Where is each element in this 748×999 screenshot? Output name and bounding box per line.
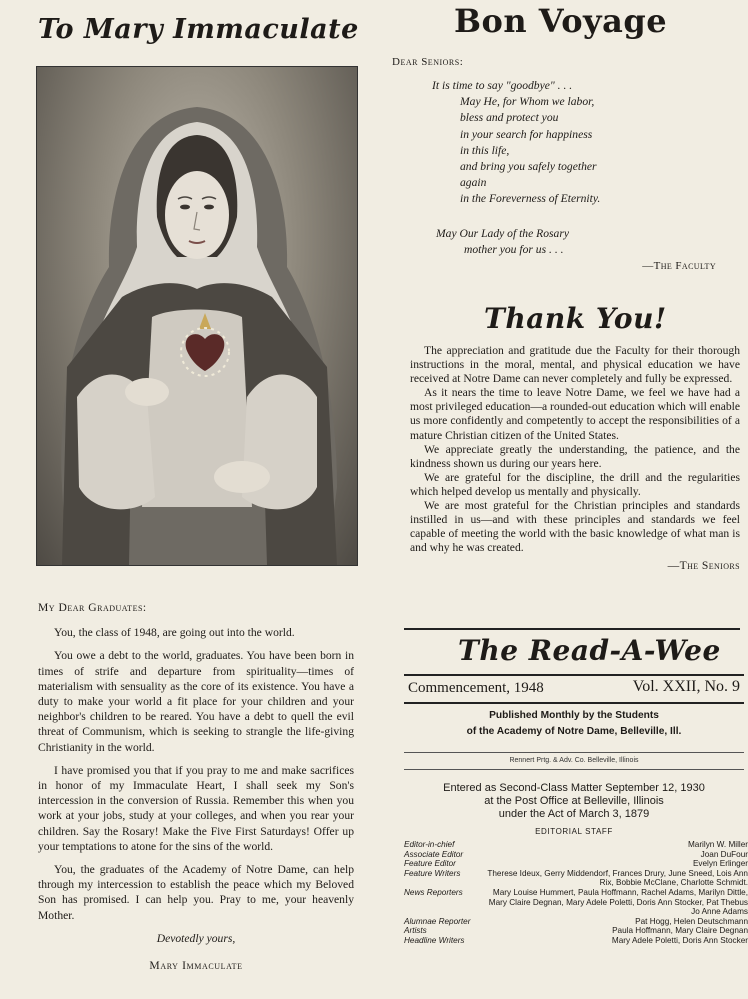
letter-salutation: My Dear Graduates: (38, 601, 147, 614)
volume-label: Vol. XXII, No. 9 (632, 678, 740, 695)
blessing-line: mother you for us . . . (464, 243, 564, 256)
thank-you-paragraph: The appreciation and gratitude due the Faculty for their thorough instructions in the moral, mental, and physical education we have received at Notre Dame can never completely and fully be expressed. (410, 344, 740, 386)
staff-names: Joan DuFour (700, 849, 748, 859)
staff-row (404, 850, 748, 860)
staff-role: Headline Writers (404, 935, 465, 945)
staff-row (404, 859, 748, 869)
portrait-illustration (37, 67, 357, 565)
staff-role: Associate Editor (404, 849, 464, 859)
staff-names: Evelyn Erlinger (692, 859, 748, 869)
thank-you-paragraph: We are most grateful for the Christian principles and standards instilled in us—and with these principles and standards we feel capable of meeting the world with the basic knowledge of what man is and why he was created. (410, 499, 740, 555)
bon-voyage-signature: —The Faculty (642, 260, 716, 272)
bon-voyage-blessing (436, 226, 569, 258)
postal-line: at the Post Office at Belleville, Illinois (484, 795, 664, 807)
printer-credit: Rennert Prtg. & Adv. Co. Belleville, Illinois (404, 752, 744, 770)
staff-role: Feature Writers (404, 868, 461, 878)
staff-row (404, 907, 748, 917)
publisher-statement (404, 708, 744, 740)
thank-you-paragraph: We appreciate greatly the understanding, the patience, and the kindness shown us during our years here. (410, 442, 740, 470)
postal-entry (404, 782, 744, 821)
staff-heading: EDITORIAL STAFF (535, 827, 613, 836)
staff-row (404, 917, 748, 927)
poem-line: in this life, (460, 143, 510, 157)
staff-names: Therese Ideux, Gerry Middendorf, Frances Drury, June Sneed, Lois Ann Rix, Bobbie McClane, Charlotte Schmidt. (487, 868, 748, 888)
mary-letter (38, 600, 354, 973)
postal-line: under the Act of March 3, 1879 (498, 808, 650, 820)
staff-role: News Reporters (404, 887, 463, 897)
postal-line: Entered as Second-Class Matter September 12, 1930 (443, 782, 705, 794)
staff-list (404, 840, 748, 946)
staff-role: Alumnae Reporter (404, 916, 471, 926)
thank-you-title: Thank You! (484, 302, 667, 335)
poem-line: and bring you safely together (460, 160, 597, 174)
staff-role: Artists (404, 926, 427, 936)
poem-line: It is time to say "goodbye" . . . (432, 79, 573, 92)
poem-line: in the Foreverness of Eternity. (460, 192, 601, 206)
staff-row (404, 888, 748, 907)
staff-names: Marilyn W. Miller (687, 840, 748, 849)
staff-role: Feature Editor (404, 859, 456, 869)
bon-voyage-salutation: Dear Seniors: (392, 56, 464, 68)
letter-paragraph: You owe a debt to the world, graduates. You have been born in times of strife and departure from spirituality—times of materialism with sensuality as the core of its existence. You have a duty to make your world a fit place for your children and your neighbor's children to be reared. You have a debt to quell the evil threat of Communism, which is seeking to strangle the life-giving Christianity in the world. (38, 649, 354, 754)
letter-paragraph: You, the class of 1948, are going out into the world. (54, 626, 295, 640)
thank-you-body (410, 344, 740, 574)
staff-row (404, 936, 748, 946)
staff-role: Editor-in-chief (404, 840, 455, 849)
edition-label: Commencement, 1948 (408, 680, 544, 696)
mary-portrait-image (36, 66, 358, 566)
right-column (392, 0, 748, 999)
masthead-title: The Read-A-Wee (458, 634, 721, 667)
blessing-line: May Our Lady of the Rosary (436, 227, 569, 240)
thank-you-paragraph: We are grateful for the discipline, the drill and the regularities which helped develop us mentally and physically. (410, 470, 740, 498)
letter-paragraph: I have promised you that if you pray to me and make sacrifices in honor of my Immaculate Heart, I shall seek my Son's intercession in the conversion of Russia. Remember this when you work at your jobs, study at your colleges, and when you rear your children. Say the Rosary! Make the Five First Saturdays! Offer up your temptations to atone for the sins of the world. (38, 763, 354, 853)
poem-line: May He, for Whom we labor, (460, 95, 595, 109)
masthead-edition-bar (404, 674, 744, 704)
staff-names: Paula Hoffmann, Mary Claire Degnan (612, 926, 748, 936)
thank-you-paragraph: As it nears the time to leave Notre Dame, we feel we have had a most privileged education—a rounded-out education which will enable us more confidently and competently to accept the responsibilities of a mature Christian citizen of the United States. (410, 386, 741, 442)
letter-signer: Mary Immaculate (149, 959, 243, 973)
poem-line: again (460, 176, 487, 190)
publisher-line: of the Academy of Notre Dame, Belleville, Ill. (466, 726, 682, 737)
staff-names: Pat Hogg, Helen Deutschmann (635, 916, 748, 926)
poem-line: in your search for happiness (460, 127, 593, 141)
staff-row (404, 840, 748, 850)
letter-closing: Devotedly yours, (156, 931, 236, 945)
poem-line: bless and protect you (460, 111, 559, 125)
staff-row (404, 926, 748, 936)
staff-names: Mary Adele Poletti, Doris Ann Stocker (611, 935, 748, 945)
page-title: To Mary Immaculate (38, 14, 359, 45)
divider (404, 628, 740, 630)
publisher-line: Published Monthly by the Students (489, 710, 659, 721)
staff-row (404, 869, 748, 888)
thank-you-signature: —The Seniors (667, 559, 740, 573)
staff-names: Mary Louise Hummert, Paula Hoffmann, Rachel Adams, Marilyn Dittle, Mary Claire Degnan, Mary Adele Poletti, Doris Ann Stocker, Pat Thebus (488, 887, 748, 907)
staff-names: Jo Anne Adams (691, 907, 748, 917)
bon-voyage-poem (432, 78, 732, 208)
letter-paragraph: You, the graduates of the Academy of Notre Dame, can help through my intercession to establish the peace which my Beloved Son has promised. I can help you. Pray to me, your heavenly Mother. (38, 863, 354, 922)
bon-voyage-title: Bon Voyage (454, 2, 668, 40)
